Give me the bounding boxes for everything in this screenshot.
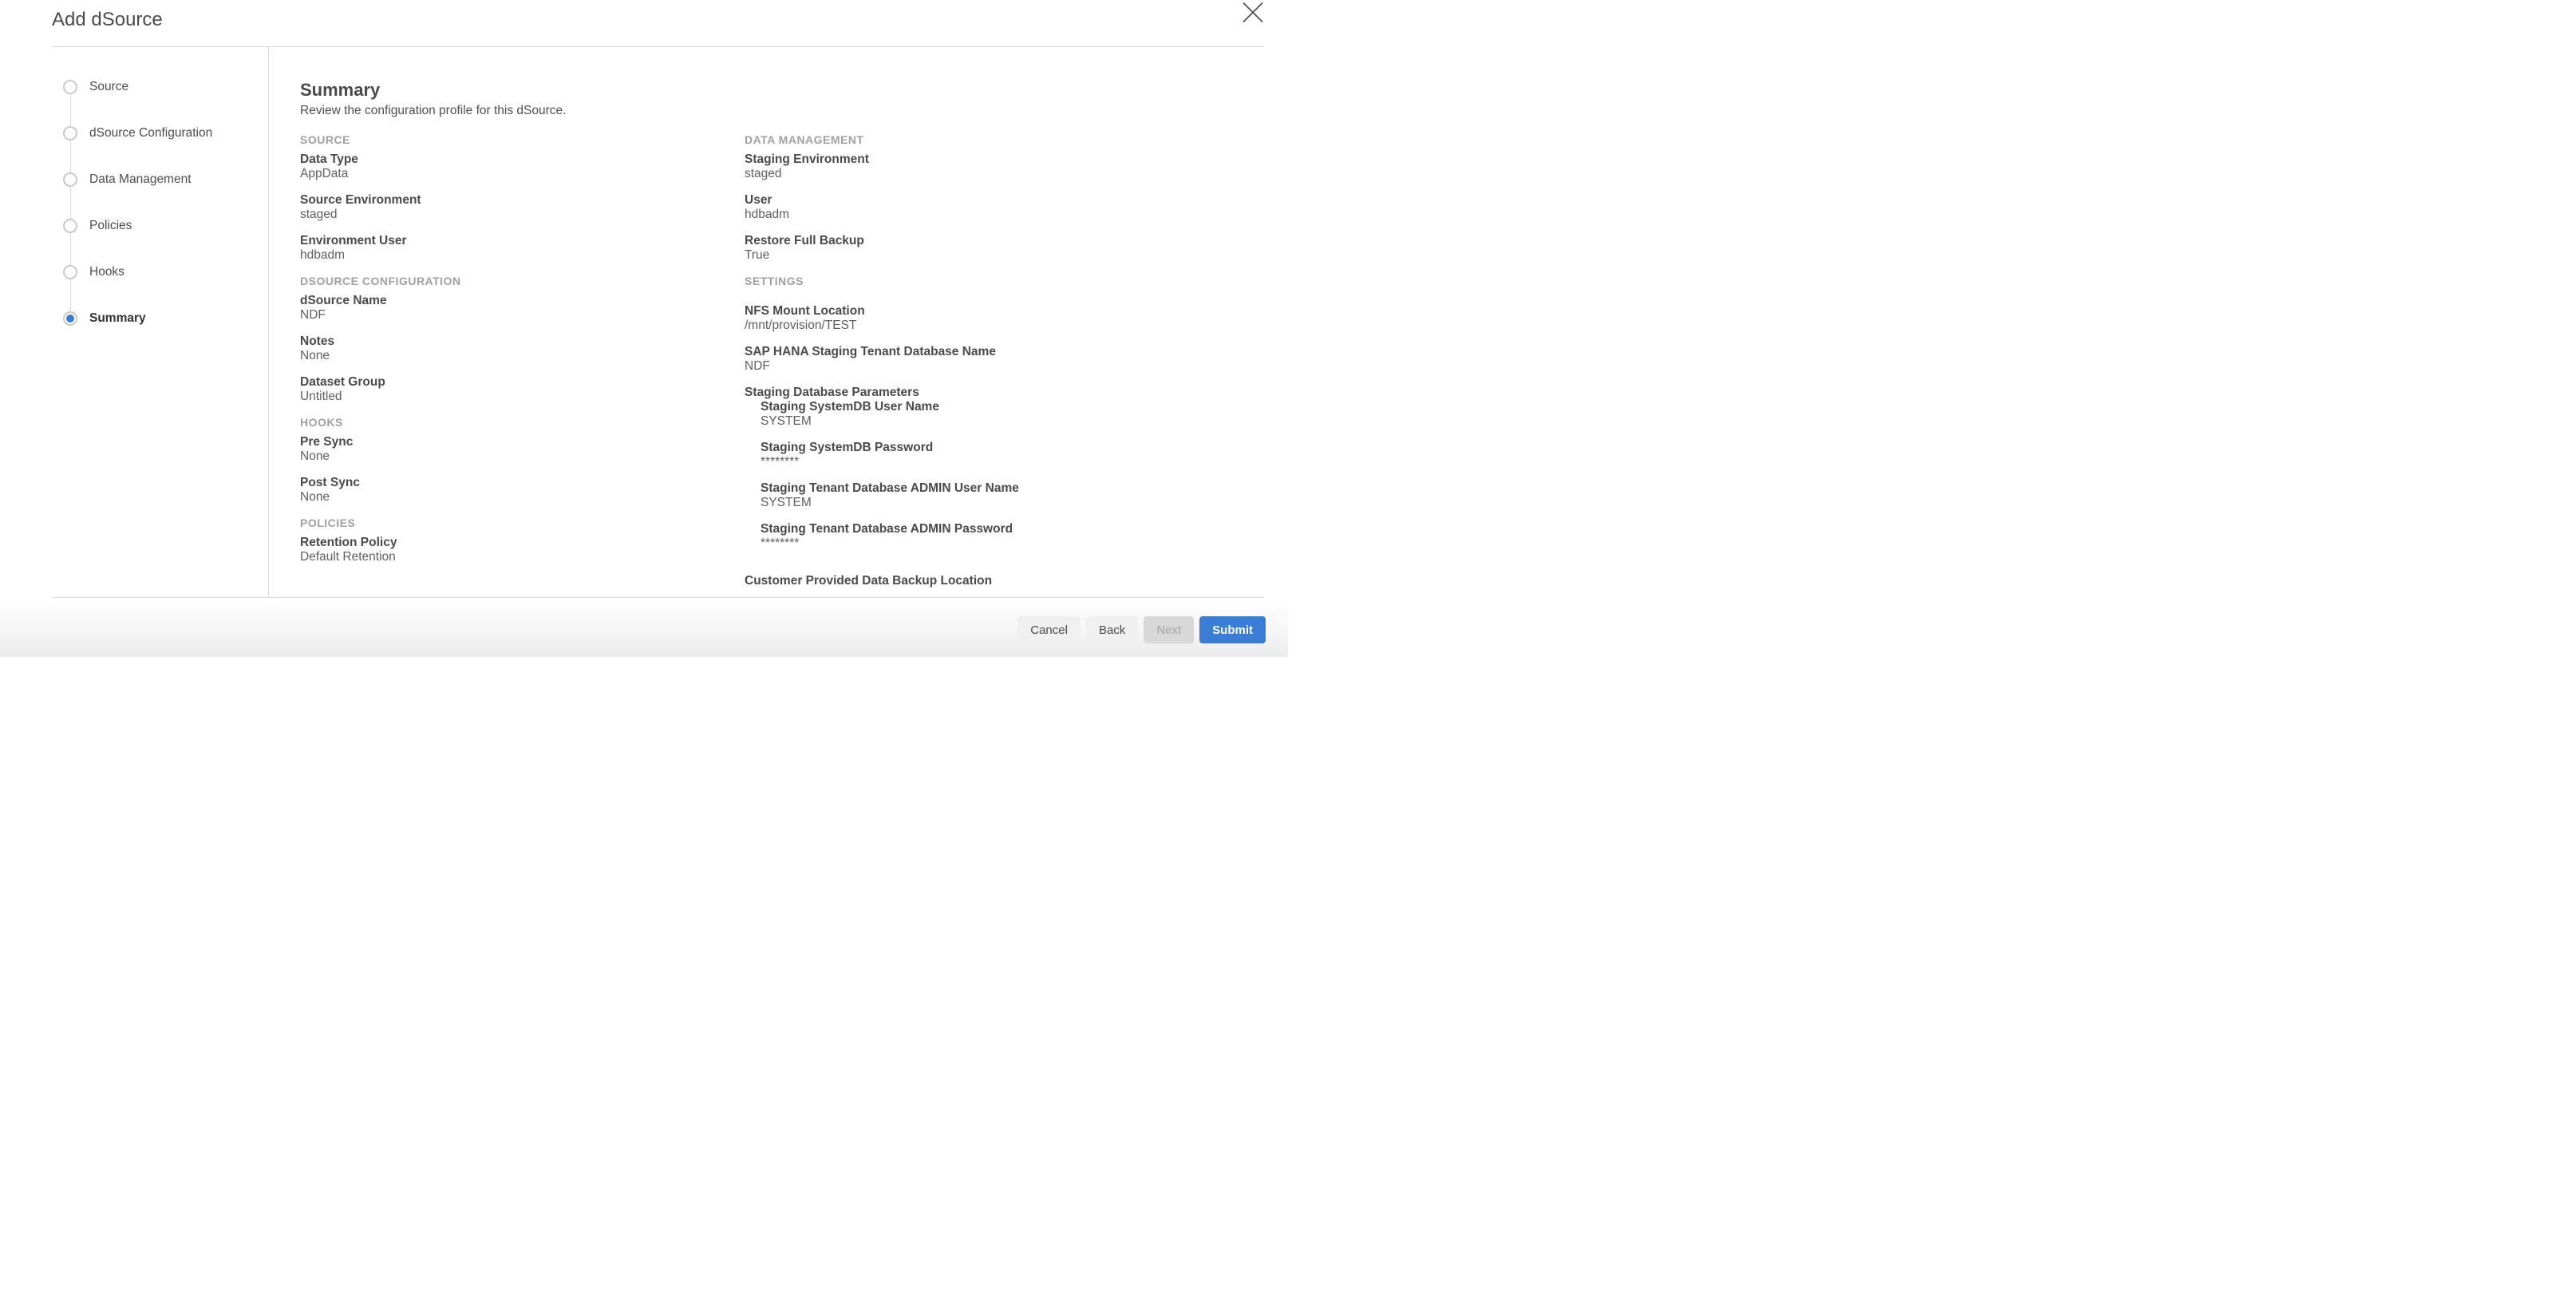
wizard-step-dsource-configuration[interactable] [63, 110, 255, 156]
summary-field [761, 522, 1271, 551]
step-radio-icon [63, 265, 77, 279]
summary-field [745, 574, 1271, 588]
step-label: Source [89, 80, 129, 93]
summary-field [761, 481, 1271, 510]
field-value: AppData [300, 167, 349, 180]
section-title: SETTINGS [745, 275, 804, 287]
summary-field [745, 345, 1271, 374]
field-label: dSource Name [300, 294, 387, 307]
field-value: NDF [745, 359, 770, 373]
cancel-button[interactable]: Cancel [1017, 616, 1081, 643]
summary-content [269, 47, 1288, 597]
next-button: Next [1144, 616, 1194, 643]
summary-field [761, 441, 1271, 469]
summary-field [300, 234, 731, 263]
summary-field [745, 234, 1271, 263]
field-label: User [745, 193, 772, 207]
summary-field [745, 152, 1271, 181]
step-radio-icon [63, 80, 77, 94]
section-title: DSOURCE CONFIGURATION [300, 275, 461, 287]
close-icon [1243, 14, 1263, 26]
right-sections [745, 133, 1271, 588]
submit-button[interactable]: Submit [1199, 616, 1266, 643]
left-sections [300, 133, 731, 564]
field-value: None [300, 349, 330, 362]
field-value: ******** [761, 455, 800, 469]
section-title: SOURCE [300, 133, 350, 146]
step-label: dSource Configuration [89, 126, 213, 140]
summary-field [761, 400, 1271, 429]
field-label: Staging Environment [745, 152, 869, 166]
field-label: Customer Provided Data Backup Location [745, 574, 993, 588]
field-value: SYSTEM [761, 496, 812, 509]
field-label: Staging Tenant Database ADMIN Password [761, 522, 1013, 536]
step-radio-icon [63, 172, 77, 187]
summary-field [300, 375, 731, 404]
step-radio-selected-icon [63, 311, 77, 326]
wizard-step-source[interactable] [63, 64, 255, 110]
field-value: Untitled [300, 390, 342, 403]
section-dsource-configuration [300, 275, 731, 404]
field-group [745, 386, 1271, 551]
dialog-title: Add dSource [52, 9, 163, 30]
page-title: Summary [300, 80, 381, 100]
step-radio-icon [63, 126, 77, 141]
wizard-step-hooks[interactable] [63, 249, 255, 295]
section-title: DATA MANAGEMENT [745, 133, 864, 146]
field-value: NDF [300, 308, 326, 322]
summary-field [300, 334, 731, 363]
wizard-step-policies[interactable] [63, 203, 255, 249]
field-value: True [745, 248, 770, 262]
field-label: SAP HANA Staging Tenant Database Name [745, 345, 996, 358]
summary-left-column [300, 47, 731, 576]
footer-bar [0, 598, 1288, 657]
field-value: /mnt/provision/TEST [745, 319, 857, 332]
field-label: Data Type [300, 152, 358, 166]
section-title: HOOKS [300, 416, 343, 429]
field-label: Retention Policy [300, 536, 397, 549]
wizard-step-summary[interactable] [63, 295, 255, 342]
field-label: Staging SystemDB User Name [761, 400, 939, 414]
field-value: ******** [761, 536, 800, 550]
footer-buttons [1017, 616, 1266, 643]
subfields [761, 400, 1271, 551]
wizard-steps [63, 64, 255, 342]
wizard-step-data-management[interactable] [63, 156, 255, 203]
field-label: Staging Database Parameters [745, 386, 919, 399]
section-settings [745, 275, 1271, 588]
field-value: SYSTEM [761, 414, 812, 428]
field-value: None [300, 490, 330, 504]
summary-field [300, 193, 731, 222]
step-label: Policies [89, 219, 132, 232]
summary-field [745, 193, 1271, 222]
section-hooks [300, 416, 731, 505]
summary-field [300, 294, 731, 323]
summary-field [300, 536, 731, 564]
field-label: Notes [300, 334, 335, 348]
summary-field [300, 152, 731, 181]
field-label: Staging Tenant Database ADMIN User Name [761, 481, 1019, 495]
field-label: Pre Sync [300, 435, 354, 449]
footer-divider [52, 597, 1264, 598]
field-value: staged [745, 167, 782, 180]
step-label: Hooks [89, 265, 124, 279]
back-button[interactable]: Back [1086, 616, 1138, 643]
field-label: Dataset Group [300, 375, 385, 389]
step-radio-icon [63, 219, 77, 233]
field-label: Post Sync [300, 476, 360, 489]
summary-right-column [745, 47, 1271, 588]
field-value: Default Retention [300, 550, 396, 564]
summary-field [300, 435, 731, 464]
section-title: POLICIES [300, 516, 356, 529]
step-label: Summary [89, 311, 146, 325]
field-value: hdbadm [300, 248, 346, 262]
field-value: staged [300, 208, 338, 221]
summary-field [300, 476, 731, 505]
close-button[interactable] [1239, 0, 1266, 27]
section-data-management [745, 133, 1271, 263]
field-label: Staging SystemDB Password [761, 441, 934, 454]
section-policies [300, 516, 731, 564]
field-label: Source Environment [300, 193, 421, 207]
field-label: Environment User [300, 234, 407, 247]
step-label: Data Management [89, 172, 192, 186]
field-label: Restore Full Backup [745, 234, 864, 247]
summary-field [745, 304, 1271, 333]
field-label: NFS Mount Location [745, 304, 865, 318]
section-source [300, 133, 731, 263]
field-value: hdbadm [745, 208, 790, 221]
page-subtitle: Review the configuration profile for this dSource. [300, 104, 567, 117]
field-value: None [300, 449, 330, 463]
